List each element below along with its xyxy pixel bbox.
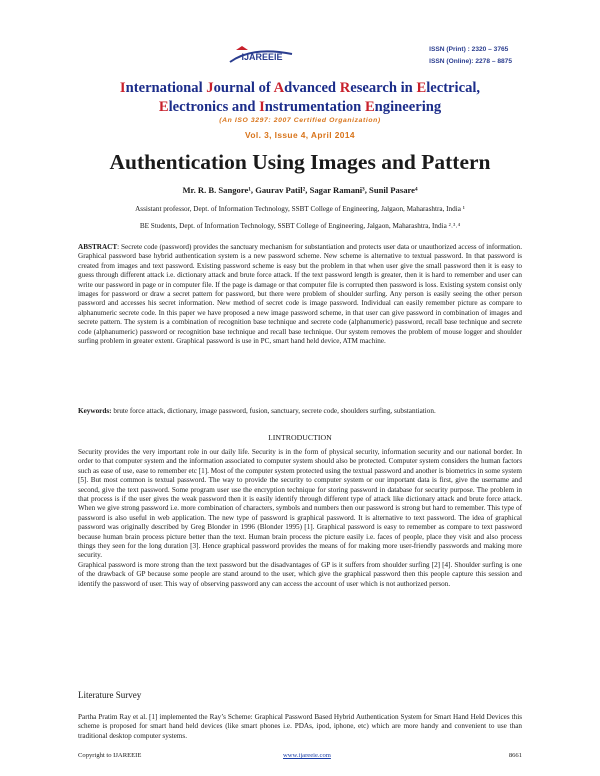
- journal-name-fragment: I: [259, 99, 265, 115]
- footer-page-number: 8661: [508, 752, 522, 759]
- intro-paragraph: Security provides the very important role in our daily life. Security is in the form of physical security, information security and our national border. In order to that computer system and the information associated to computer system should also be protected. Computer system considers the human factors such as ease of use, ease to remember etc [1]. Most of the computer system protected using the textual password and another is biometrics in some system [5]. But most common is textual password. The way to provide the security to computer system or our important data is first, give the username and second, give the text password. Some program user use the encryption technique for storing password in database for security purpose. The problem in that process is if the user gives the weak password then it is easily identify through different type of attack like dictionary attack and brute force attack. When we give strong password i.e. more combination of characters, symbols and numbers then our password is strong but hard to remember. This type of password is also useful in web application. The new type of password is graphical password. It is alternative to text password. The idea of graphical password was originally described by Greg Blonder in 1996 (Blonder 1995) [1]. Graphical password is easy to remember as compare to text password because human brain process picture better than the text. Human brain process the picture easily i.e. faces of people, place they visit and also process things they seen for the long duration [3]. Hence graphical password provides the means of for making more user-friendly passwords and making more security.: [78, 448, 522, 560]
- logo-text: IJAREEIE: [241, 52, 283, 62]
- journal-name-line-2: [0, 98, 600, 117]
- introduction: [78, 448, 522, 589]
- affiliation-1: Assistant professor, Dept. of Information Technology, SSBT College of Engineering, Jalgaon, Maharashtra, India ¹: [135, 205, 465, 213]
- journal-name-line-1: [0, 79, 600, 98]
- journal-name-fragment: esearch in: [350, 80, 417, 96]
- abstract: [78, 243, 522, 346]
- journal-name-fragment: R: [339, 80, 351, 96]
- footer-url-link[interactable]: www.ijareeie.com: [283, 752, 331, 759]
- journal-name-fragment: I: [119, 80, 126, 96]
- issn-print: ISSN (Print) : 2320 – 3765: [429, 46, 509, 53]
- journal-name-fragment: nternational: [125, 80, 207, 96]
- journal-name-fragment: A: [273, 80, 285, 96]
- abstract-label: ABSTRACT: [78, 243, 118, 251]
- page-footer: [78, 752, 522, 759]
- intro-paragraph: Graphical password is more strong than the text password but the disadvantages of GP is it suffers from shoulder surfing [2] [4]. Shoulder surfing is one of the drawback of GP because some people are stand around to the user, which give the graphical password then this people capture this session and identify the password of user. This way of observing password any can access the account of user which is not authorized person.: [78, 560, 522, 588]
- journal-name-fragment: ournal of: [213, 80, 274, 96]
- iso-certification: (An ISO 3297: 2007 Certified Organization): [219, 117, 381, 124]
- journal-name-fragment: nstrumentation: [264, 99, 365, 115]
- keywords: [78, 407, 522, 416]
- affiliation-2: BE Students, Dept. of Information Technology, SSBT College of Engineering, Jalgaon, Maharashtra, India ²˒³˒⁴: [139, 222, 461, 230]
- keywords-text: brute force attack, dictionary, image password, fusion, sanctuary, secrete code, shoulders surfing, substantiation.: [111, 407, 436, 415]
- section-introduction-title: I.INTRODUCTION: [268, 433, 332, 442]
- journal-name-fragment: ngineering: [374, 99, 442, 115]
- footer-copyright: Copyright to IJAREEIE: [78, 752, 142, 759]
- literature-survey-paragraph: Partha Pratim Ray et al. [1] implemented the Ray’s Scheme: Graphical Password Based Hybrid Authentication System for Smart Hand Held Devices this scheme is proposed for smart hand held devices (like smart phones i.e. PDAs, ipod, iphone, etc) which are more handy and convenient to use than traditional desktop computer systems.: [78, 713, 522, 740]
- journal-name: [0, 79, 600, 117]
- section-literature-survey-title: Literature Survey: [78, 690, 142, 700]
- journal-name-fragment: E: [158, 99, 169, 115]
- issn-block: [429, 44, 512, 68]
- journal-name-fragment: E: [364, 99, 375, 115]
- keywords-label: Keywords:: [78, 407, 112, 415]
- journal-name-fragment: lectronics and: [168, 99, 260, 115]
- paper-authors: Mr. R. B. Sangore¹, Gaurav Patil², Sagar Ramani³, Sunil Pasare⁴: [182, 185, 418, 195]
- journal-name-fragment: J: [206, 80, 214, 96]
- journal-logo: [222, 44, 308, 66]
- journal-name-fragment: E: [416, 80, 427, 96]
- issn-online: ISSN (Online): 2278 – 8875: [429, 58, 512, 65]
- paper-title: Authentication Using Images and Pattern: [109, 150, 491, 174]
- abstract-text: : Secrete code (password) provides the sanctuary mechanism for substantiation and protects user data or unauthorized access of information. Graphical password base hybrid authentication system is a new password scheme. New scheme is alternative to textual password. In that password is created from images and text password. Existing password scheme is easy but the problem in that when user give the small password then it is easy to guess through different attack i.e. dictionary attack and brute force attack. If the text password length is greater, then it is hard to remember and user can write our password in page or in computer file. If the page is damage or that computer file is corrupted then password is loss. Existing system consist only images for password or draw a secret pattern for password, but there were problem of shoulder surfing. Any person is easily seeing the other person password and accesses his secret information. New method of secret code is image password. Individual can easily remember picture as compare to alphanumeric secrete code. In this paper we have proposed a new image password scheme, in that user can give password in combination of images and secrete pattern. The system is a combination of recognition base technique and secrete code (alphanumeric) password, recall base technique and secrete code (alphanumeric) password or recognition base technique and recall base technique. Our system removes the problem of mouse logger and shoulder surfing problem in greater extent. Graphical password is use in PC, smart hand held device, ATM machine.: [78, 243, 522, 346]
- journal-name-fragment: lectrical,: [426, 80, 481, 96]
- volume-issue: Vol. 3, Issue 4, April 2014: [245, 130, 355, 140]
- journal-name-fragment: dvanced: [284, 80, 340, 96]
